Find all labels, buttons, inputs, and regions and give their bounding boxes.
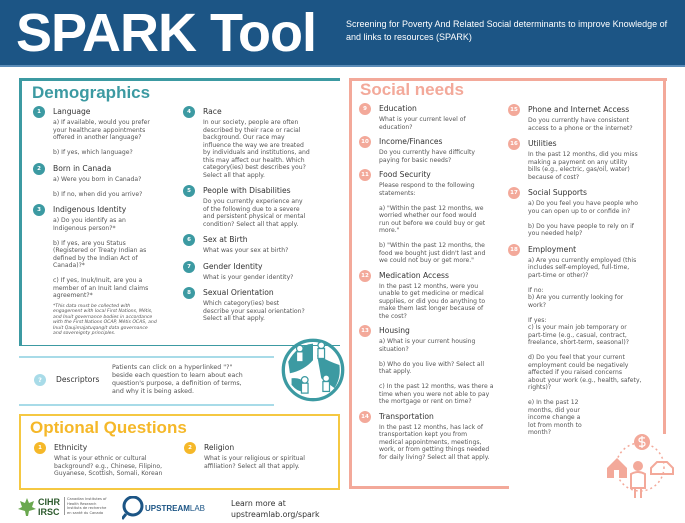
number-badge: 5 [183, 185, 195, 197]
upstream-bold: UPSTREAM [145, 504, 190, 513]
upstream-light: LAB [189, 504, 206, 513]
question-title: Sexual Orientation [203, 288, 274, 297]
question-title: Sex at Birth [203, 235, 248, 244]
question-title: Indigenous Identity [53, 205, 127, 214]
question-phone-internet [508, 104, 660, 132]
question-title: Born in Canada [53, 163, 112, 173]
number-badge: 17 [508, 187, 520, 199]
question-education [359, 103, 503, 131]
question-title: Religion [204, 443, 235, 452]
question-title: Social Supports [528, 188, 587, 197]
question-body: a) Are you currently employed (this includes self-employed, full-time, part-time or other)? If no: b) Are you currently looking for work? If yes: c) Is your main job temporary or part-time (e.g., casual, contract, freelance, short-term, seasonal)? d) Do you feel that your current employment could be negatively affected if you raised concerns about your work (e.g., health, safety, rights)? e) In the past 12 months, did your income change a lot from month to month? [528, 256, 642, 436]
social-needs-title: Social needs [360, 80, 464, 99]
question-gender-identity [183, 261, 335, 282]
question-body: What was your sex at birth? [203, 247, 289, 254]
page-title: SPARK Tool [16, 3, 316, 63]
question-title: Race [203, 107, 222, 116]
tagline: Screening for Poverty And Related Social determinants to improve Knowledge of and links to resources (SPARK) [346, 19, 668, 42]
descriptors-label: Descriptors [56, 375, 100, 384]
question-body: What is your religious or spiritual affiliation? Select all that apply. [204, 455, 305, 470]
question-food-security [359, 169, 503, 265]
question-title: Utilities [528, 139, 557, 148]
number-badge: 14 [359, 411, 371, 423]
question-indigenous-identity [33, 204, 175, 337]
question-body: a) Do you feel you have people who you can open up to or confide in? b) Do you have people to rely on if you needed help? [528, 200, 639, 237]
question-utilities [508, 138, 660, 181]
question-body: What is your gender identity? [203, 273, 294, 281]
question-language [33, 106, 175, 157]
question-body: a) What is your current housing situation? b) Who do you live with? Select all that apply. c) In the past 12 months, was there a time when you were not able to pay the mortgage or rent on time? [379, 338, 494, 405]
question-title: Gender Identity [203, 261, 263, 271]
question-title: Education [379, 104, 417, 113]
number-badge: 6 [183, 234, 195, 246]
question-race [183, 106, 335, 179]
question-title: Income/Finances [379, 137, 443, 146]
panel-border [349, 486, 509, 489]
number-badge: 4 [183, 106, 195, 118]
question-sexual-orientation [183, 287, 335, 323]
question-title: Medication Access [379, 270, 449, 280]
optional-title: Optional Questions [30, 418, 187, 437]
question-body: a) If available, would you prefer your healthcare appointments offered in another language? b) If yes, which language? [53, 119, 150, 156]
community-globe-icon [280, 330, 346, 410]
demographics-title: Demographics [32, 83, 151, 102]
number-badge: 18 [508, 244, 520, 256]
upstreamlab-logo[interactable] [145, 504, 205, 514]
question-title: Ethnicity [54, 443, 88, 452]
panel-border [663, 78, 666, 434]
question-employment [508, 244, 660, 437]
cihr-maple-leaf-icon [18, 497, 36, 517]
question-title: Language [53, 107, 91, 116]
question-body: a) Were you born in Canada? b) If no, when did you arrive? [53, 175, 143, 198]
question-disabilities [183, 185, 335, 228]
question-mark-icon: ? [34, 374, 46, 386]
question-body: Do you currently have difficulty paying for basic needs? [379, 149, 475, 164]
question-body: a) Do you identify as an Indigenous person?* b) If yes, are you Status (Registered or Treaty Indian as defined by the Indian Act of Canada)?* c) If yes, Inuk/Inuit, are you a member of an Inuit land claims agreement?* [53, 217, 149, 299]
social-column-left [359, 103, 503, 461]
number-badge: 1 [34, 442, 46, 454]
question-religion [184, 442, 334, 470]
cihr-logo-text: CIHR IRSC [38, 497, 60, 517]
number-badge: 16 [508, 138, 520, 150]
learn-more [231, 498, 320, 520]
question-body: Which category(ies) best describe your sexual orientation? Select all that apply. [203, 300, 305, 322]
number-badge: 10 [359, 136, 371, 148]
optional-column-right [184, 442, 334, 470]
upstream-magnifier-icon [122, 496, 144, 520]
question-ethnicity [34, 442, 182, 478]
question-transportation [359, 411, 503, 462]
question-born-in-canada [33, 163, 175, 199]
question-body: In the past 12 months, has lack of transportation kept you from medical appointments, meetings, work, or from getting things needed for daily living? Select all that apply. [379, 423, 490, 461]
number-badge: 11 [359, 169, 371, 181]
question-body: In our society, people are often described by their race or racial background. Our race may influence the way we are treated by individuals and institutions, and this may affect our health. Which category(ies) best describes you? Select all that apply. [203, 119, 310, 179]
number-badge: 8 [183, 287, 195, 299]
social-needs-illustration-icon [605, 432, 675, 502]
question-body: What is your ethnic or cultural background? e.g., Chinese, Filipino, Guyanese, Scottish, Somali, Korean [54, 455, 163, 477]
question-title: Transportation [379, 411, 434, 421]
question-title: Employment [528, 244, 577, 254]
social-column-right [508, 104, 660, 437]
optional-column-left [34, 442, 182, 478]
question-title: People with Disabilities [203, 186, 291, 195]
header-banner [0, 0, 685, 67]
question-body: Do you currently have consistent access to a phone or the internet? [528, 117, 633, 132]
question-medication [359, 270, 503, 321]
demographics-column-right [183, 106, 335, 323]
number-badge: 13 [359, 325, 371, 337]
number-badge: 2 [184, 442, 196, 454]
number-badge: 3 [33, 204, 45, 216]
learn-more-label: Learn more at [231, 499, 286, 508]
descriptors-text: Patients can click on a hyperlinked "?" beside each question to learn about each question's purpose, a definition of terms, and why it is being asked. [112, 364, 243, 395]
footer [18, 495, 338, 523]
question-social-supports [508, 187, 660, 238]
demographics-column-left [33, 106, 175, 337]
question-title: Housing [379, 326, 410, 335]
question-body: Please respond to the following statements: a) "Within the past 12 months, we worried whether our food would run out before we could buy or get more." b) "Within the past 12 months, the food we bought just didn't last and we could not buy or get more." [379, 182, 486, 264]
number-badge: 9 [359, 103, 371, 115]
number-badge: 1 [33, 106, 45, 118]
question-title: Food Security [379, 170, 431, 179]
question-income [359, 136, 503, 164]
number-badge: 12 [359, 270, 371, 282]
number-badge: 15 [508, 104, 520, 116]
learn-more-link[interactable]: upstreamlab.org/spark [231, 510, 320, 519]
question-body: In the past 12 months, did you miss making a payment on any utility bills (e.g., electric, gas/oil, water) because of cost? [528, 151, 638, 181]
question-housing [359, 325, 503, 406]
number-badge: 2 [33, 163, 45, 175]
question-body: Do you currently experience any of the following due to a severe and persistent physical or mental condition? Select all that apply. [203, 198, 306, 228]
cihr-subtitle: Canadian Institutes of Health Research Instituts de recherche en santé du Canada [64, 497, 108, 515]
question-body: What is your current level of education? [379, 116, 466, 131]
indigenous-data-note: *This data must be collected with engagement with local First Nations, Métis, and Inuit governance bodies in accordance with the First Nations OCAP, Métis OCAS, and Inuit Qaujimajatuqangit data governance and sovereignty principles. [53, 303, 157, 337]
question-title: Phone and Internet Access [528, 105, 630, 114]
question-sex-at-birth [183, 234, 335, 255]
number-badge: 7 [183, 261, 195, 273]
question-body: In the past 12 months, were you unable to get medicine or medical supplies, or did you do anything to make them last longer because of the cost? [379, 282, 486, 320]
